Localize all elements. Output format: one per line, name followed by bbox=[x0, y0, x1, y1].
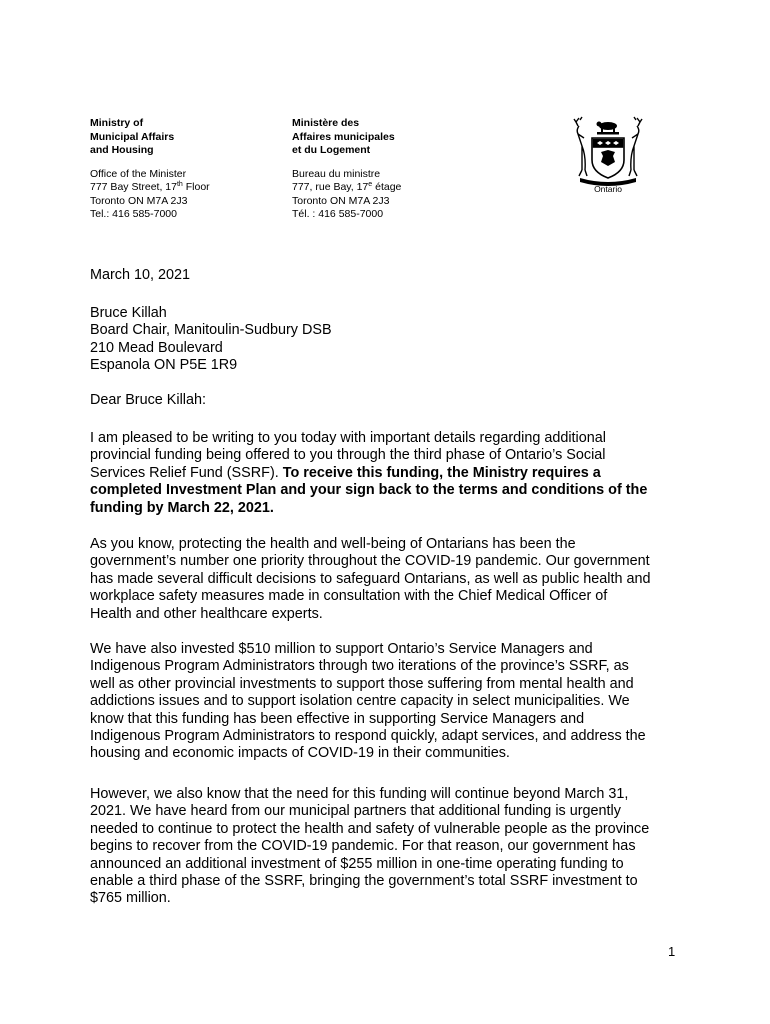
street-text-suffix: étage bbox=[372, 181, 402, 193]
ministry-name-line: Municipal Affairs bbox=[90, 130, 175, 143]
salutation: Dear Bruce Killah: bbox=[90, 392, 206, 408]
street-address bbox=[292, 181, 401, 195]
letter-date: March 10, 2021 bbox=[90, 267, 190, 283]
text-line: workplace safety measures made in consultation with the Chief Medical Officer of bbox=[90, 588, 608, 605]
paragraph-third-phase bbox=[90, 786, 690, 908]
bold-requirement-text: completed Investment Plan and your sign back to the terms and conditions of the bbox=[90, 482, 648, 499]
ministry-name-line: et du Logement bbox=[292, 144, 371, 156]
paragraph-previous-investment bbox=[90, 641, 690, 763]
ontario-logo-caption: Ontario bbox=[594, 184, 622, 194]
ordinal-suffix: th bbox=[176, 181, 183, 188]
text-line: However, we also know that the need for this funding will continue beyond March 31, bbox=[90, 786, 629, 802]
text-line bbox=[90, 465, 690, 482]
street-address bbox=[90, 181, 210, 195]
bold-requirement-text: funding by March 22, 2021. bbox=[90, 499, 274, 516]
text-line: begins to recover from the COVID-19 pandemic. For that reason, our government has bbox=[90, 838, 636, 855]
text-line: 2021. We have heard from our municipal partners that additional funding is urgently bbox=[90, 803, 621, 820]
recipient-address bbox=[90, 305, 690, 375]
ministry-name-line: and Housing bbox=[90, 144, 154, 156]
text-line: $765 million. bbox=[90, 890, 171, 907]
text-line: has made several difficult decisions to safeguard Ontarians, as well as public health and bbox=[90, 570, 651, 587]
text-line: housing and economic impacts of COVID-19 in their communities. bbox=[90, 745, 510, 762]
bold-requirement-text: To receive this funding, the Ministry requires a bbox=[282, 464, 601, 481]
office-address-english bbox=[90, 168, 210, 222]
office-name: Bureau du ministre bbox=[292, 167, 381, 180]
city-postal: Toronto ON M7A 2J3 bbox=[90, 194, 188, 207]
street-text: 777 Bay Street, 17 bbox=[90, 181, 177, 193]
text-line: enable a third phase of the SSRF, bringing the government’s total SSRF investment to bbox=[90, 873, 638, 890]
paragraph-health-priority bbox=[90, 536, 690, 623]
shield-icon bbox=[592, 138, 624, 178]
text-line: announced an additional investment of $255 million in one-time operating funding to bbox=[90, 855, 624, 872]
ministry-name-english bbox=[90, 117, 210, 158]
text-line: know that this funding has been effective in supporting Service Managers and bbox=[90, 710, 585, 727]
text-line: addictions issues and to support isolation centre capacity in select municipalities. We bbox=[90, 693, 630, 710]
street-text-suffix: Floor bbox=[182, 181, 210, 193]
ministry-name-line: Ministère des bbox=[292, 117, 360, 129]
text-line: needed to continue to protect the health and safety of vulnerable people as the province bbox=[90, 820, 650, 837]
ordinal-suffix: e bbox=[368, 181, 373, 188]
text-line: Indigenous Program Administrators through two iterations of the province’s SSRF, as bbox=[90, 658, 629, 675]
recipient-street: 210 Mead Boulevard bbox=[90, 339, 223, 356]
text-line: provincial funding being offered to you through the third phase of Ontario’s Social bbox=[90, 447, 606, 464]
text-segment: Services Relief Fund (SSRF). bbox=[90, 464, 283, 481]
ministry-name-line: Affaires municipales bbox=[292, 130, 395, 143]
text-line: Health and other healthcare experts. bbox=[90, 605, 323, 622]
letterhead-french bbox=[292, 117, 401, 222]
recipient-city: Espanola ON P5E 1R9 bbox=[90, 357, 238, 374]
text-line: We have also invested $510 million to support Ontario’s Service Managers and bbox=[90, 641, 593, 657]
recipient-title: Board Chair, Manitoulin-Sudbury DSB bbox=[90, 322, 332, 339]
text-line: government’s number one priority throughout the COVID-19 pandemic. Our government bbox=[90, 553, 650, 570]
bear-crest-icon bbox=[597, 122, 620, 135]
telephone: Tél. : 416 585-7000 bbox=[292, 208, 384, 220]
office-name: Office of the Minister bbox=[90, 167, 187, 180]
office-address-french bbox=[292, 168, 401, 222]
city-postal: Toronto ON M7A 2J3 bbox=[292, 194, 390, 207]
text-line: well as other provincial investments to support those suffering from mental health and bbox=[90, 675, 634, 692]
text-line: Indigenous Program Administrators to respond quickly, adapt services, and address the bbox=[90, 728, 646, 745]
ministry-name-line: Ministry of bbox=[90, 117, 144, 129]
text-line: As you know, protecting the health and well-being of Ontarians has been the bbox=[90, 536, 576, 552]
moose-supporter-icon bbox=[574, 117, 587, 176]
paragraph-intro bbox=[90, 430, 690, 517]
street-text: 777, rue Bay, 17 bbox=[292, 181, 369, 193]
text-line: I am pleased to be writing to you today with important details regarding additional bbox=[90, 430, 606, 446]
page-number: 1 bbox=[668, 944, 676, 959]
letterhead-english bbox=[90, 117, 210, 222]
deer-supporter-icon bbox=[629, 117, 642, 176]
telephone: Tel.: 416 585-7000 bbox=[90, 208, 177, 220]
recipient-name: Bruce Killah bbox=[90, 305, 167, 321]
ministry-name-french bbox=[292, 117, 401, 158]
